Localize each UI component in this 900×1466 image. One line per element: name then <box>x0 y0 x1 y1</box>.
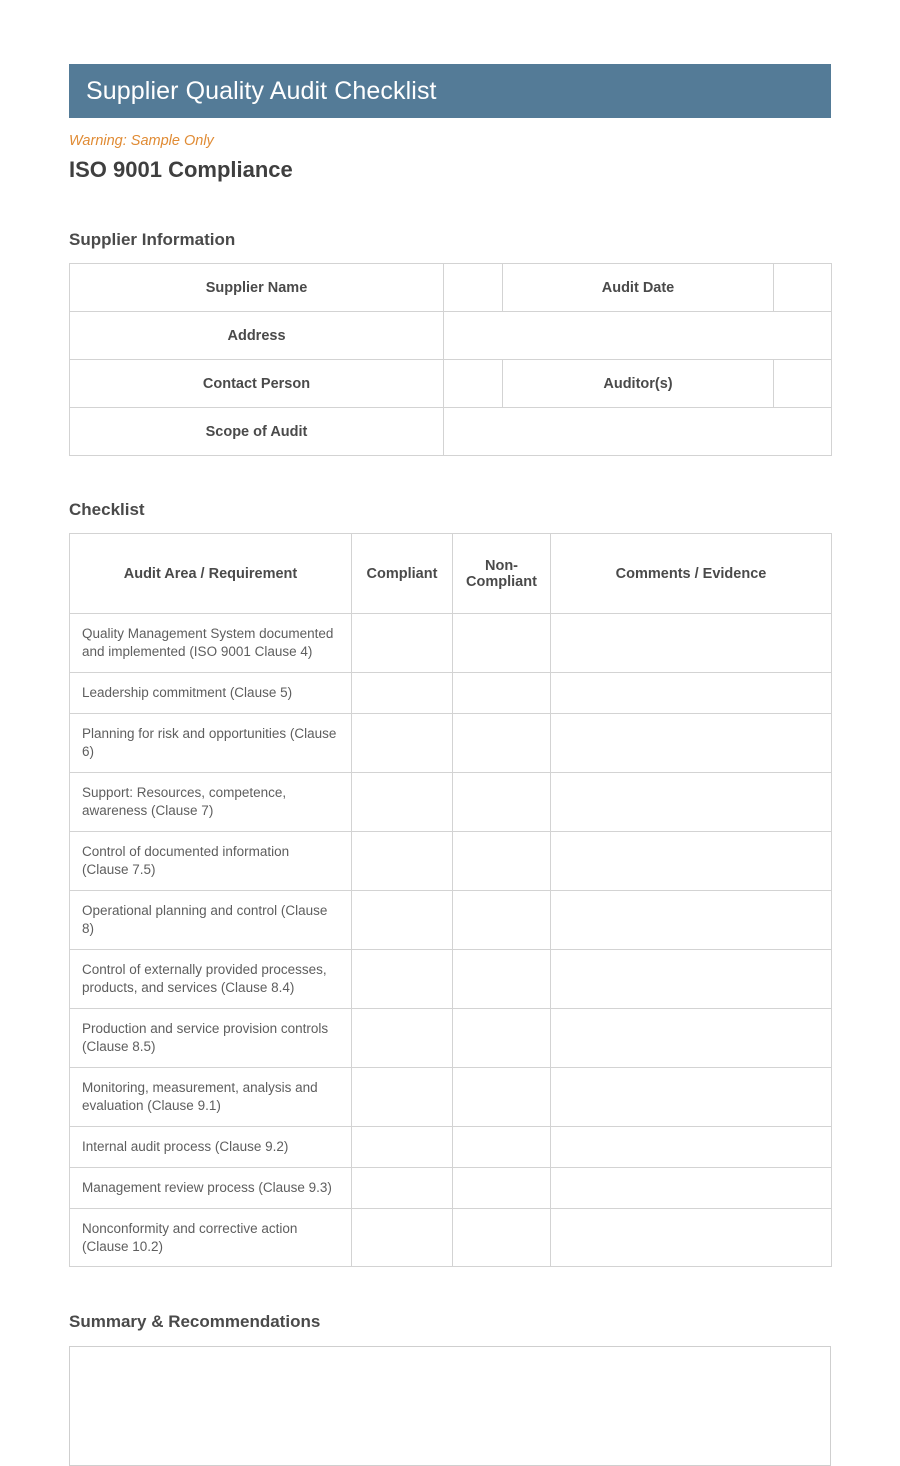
checklist-heading: Checklist <box>69 500 145 520</box>
table-row <box>70 1067 832 1126</box>
compliant-checkbox-cell[interactable] <box>352 832 453 891</box>
non-compliant-checkbox-cell[interactable] <box>453 949 551 1008</box>
table-row <box>70 949 832 1008</box>
supplier-name-field[interactable] <box>444 264 503 312</box>
comments-cell[interactable] <box>551 949 832 1008</box>
non-compliant-checkbox-cell[interactable] <box>453 1008 551 1067</box>
checklist-header-row <box>70 534 832 614</box>
requirement-text: Production and service provision controls (Clause 8.5) <box>70 1008 352 1067</box>
audit-date-field[interactable] <box>774 264 832 312</box>
column-header-compliant: Compliant <box>352 534 453 614</box>
table-row <box>70 714 832 773</box>
comments-cell[interactable] <box>551 714 832 773</box>
table-row <box>70 1126 832 1167</box>
table-row <box>70 773 832 832</box>
table-row <box>70 1167 832 1208</box>
requirement-text: Leadership commitment (Clause 5) <box>70 673 352 714</box>
non-compliant-checkbox-cell[interactable] <box>453 1126 551 1167</box>
column-header-comments: Comments / Evidence <box>551 534 832 614</box>
contact-person-field[interactable] <box>444 360 503 408</box>
auditors-label: Auditor(s) <box>503 360 774 408</box>
supplier-information-heading: Supplier Information <box>69 229 236 249</box>
comments-cell[interactable] <box>551 614 832 673</box>
compliant-checkbox-cell[interactable] <box>352 949 453 1008</box>
scope-of-audit-field[interactable] <box>444 408 832 456</box>
document-banner <box>69 64 831 118</box>
comments-cell[interactable] <box>551 1167 832 1208</box>
checklist-body <box>70 614 832 1267</box>
compliant-checkbox-cell[interactable] <box>352 1008 453 1067</box>
non-compliant-checkbox-cell[interactable] <box>453 1067 551 1126</box>
address-field[interactable] <box>444 312 832 360</box>
compliant-checkbox-cell[interactable] <box>352 1208 453 1267</box>
table-row <box>70 312 832 360</box>
auditors-field[interactable] <box>774 360 832 408</box>
table-row <box>70 614 832 673</box>
requirement-text: Monitoring, measurement, analysis and evaluation (Clause 9.1) <box>70 1067 352 1126</box>
comments-cell[interactable] <box>551 1067 832 1126</box>
table-row <box>70 1208 832 1267</box>
table-row <box>70 264 832 312</box>
document-subheader <box>69 133 831 183</box>
compliant-checkbox-cell[interactable] <box>352 1067 453 1126</box>
non-compliant-checkbox-cell[interactable] <box>453 673 551 714</box>
requirement-text: Management review process (Clause 9.3) <box>70 1167 352 1208</box>
table-row <box>70 1008 832 1067</box>
compliant-checkbox-cell[interactable] <box>352 673 453 714</box>
document-content <box>69 0 831 1466</box>
summary-heading: Summary & Recommendations <box>69 1312 321 1332</box>
column-header-non-compliant: Non-Compliant <box>453 534 551 614</box>
compliant-checkbox-cell[interactable] <box>352 1126 453 1167</box>
document-subtitle: ISO 9001 Compliance <box>69 157 293 183</box>
table-row <box>70 408 832 456</box>
non-compliant-checkbox-cell[interactable] <box>453 773 551 832</box>
column-header-audit-area: Audit Area / Requirement <box>70 534 352 614</box>
requirement-text: Nonconformity and corrective action (Clause 10.2) <box>70 1208 352 1267</box>
requirement-text: Support: Resources, competence, awareness (Clause 7) <box>70 773 352 832</box>
comments-cell[interactable] <box>551 673 832 714</box>
requirement-text: Planning for risk and opportunities (Clause 6) <box>70 714 352 773</box>
non-compliant-checkbox-cell[interactable] <box>453 832 551 891</box>
requirement-text: Quality Management System documented and implemented (ISO 9001 Clause 4) <box>70 614 352 673</box>
table-row <box>70 832 832 891</box>
compliant-checkbox-cell[interactable] <box>352 891 453 950</box>
summary-textarea[interactable] <box>69 1346 831 1466</box>
non-compliant-checkbox-cell[interactable] <box>453 614 551 673</box>
compliant-checkbox-cell[interactable] <box>352 773 453 832</box>
table-row <box>70 673 832 714</box>
non-compliant-checkbox-cell[interactable] <box>453 1208 551 1267</box>
comments-cell[interactable] <box>551 1208 832 1267</box>
supplier-information-table <box>69 263 832 456</box>
requirement-text: Operational planning and control (Clause 8) <box>70 891 352 950</box>
requirement-text: Control of externally provided processes, products, and services (Clause 8.4) <box>70 949 352 1008</box>
comments-cell[interactable] <box>551 832 832 891</box>
checklist-table <box>69 533 832 1267</box>
table-row <box>70 360 832 408</box>
comments-cell[interactable] <box>551 1126 832 1167</box>
compliant-checkbox-cell[interactable] <box>352 614 453 673</box>
banner-title: Supplier Quality Audit Checklist <box>86 76 437 105</box>
non-compliant-checkbox-cell[interactable] <box>453 891 551 950</box>
table-row <box>70 891 832 950</box>
non-compliant-checkbox-cell[interactable] <box>453 714 551 773</box>
audit-date-label: Audit Date <box>503 264 774 312</box>
contact-person-label: Contact Person <box>70 360 444 408</box>
compliant-checkbox-cell[interactable] <box>352 714 453 773</box>
sample-only-warning: Warning: Sample Only <box>69 133 214 149</box>
supplier-name-label: Supplier Name <box>70 264 444 312</box>
address-label: Address <box>70 312 444 360</box>
scope-of-audit-label: Scope of Audit <box>70 408 444 456</box>
comments-cell[interactable] <box>551 891 832 950</box>
requirement-text: Internal audit process (Clause 9.2) <box>70 1126 352 1167</box>
compliant-checkbox-cell[interactable] <box>352 1167 453 1208</box>
requirement-text: Control of documented information (Clause 7.5) <box>70 832 352 891</box>
comments-cell[interactable] <box>551 1008 832 1067</box>
non-compliant-checkbox-cell[interactable] <box>453 1167 551 1208</box>
comments-cell[interactable] <box>551 773 832 832</box>
